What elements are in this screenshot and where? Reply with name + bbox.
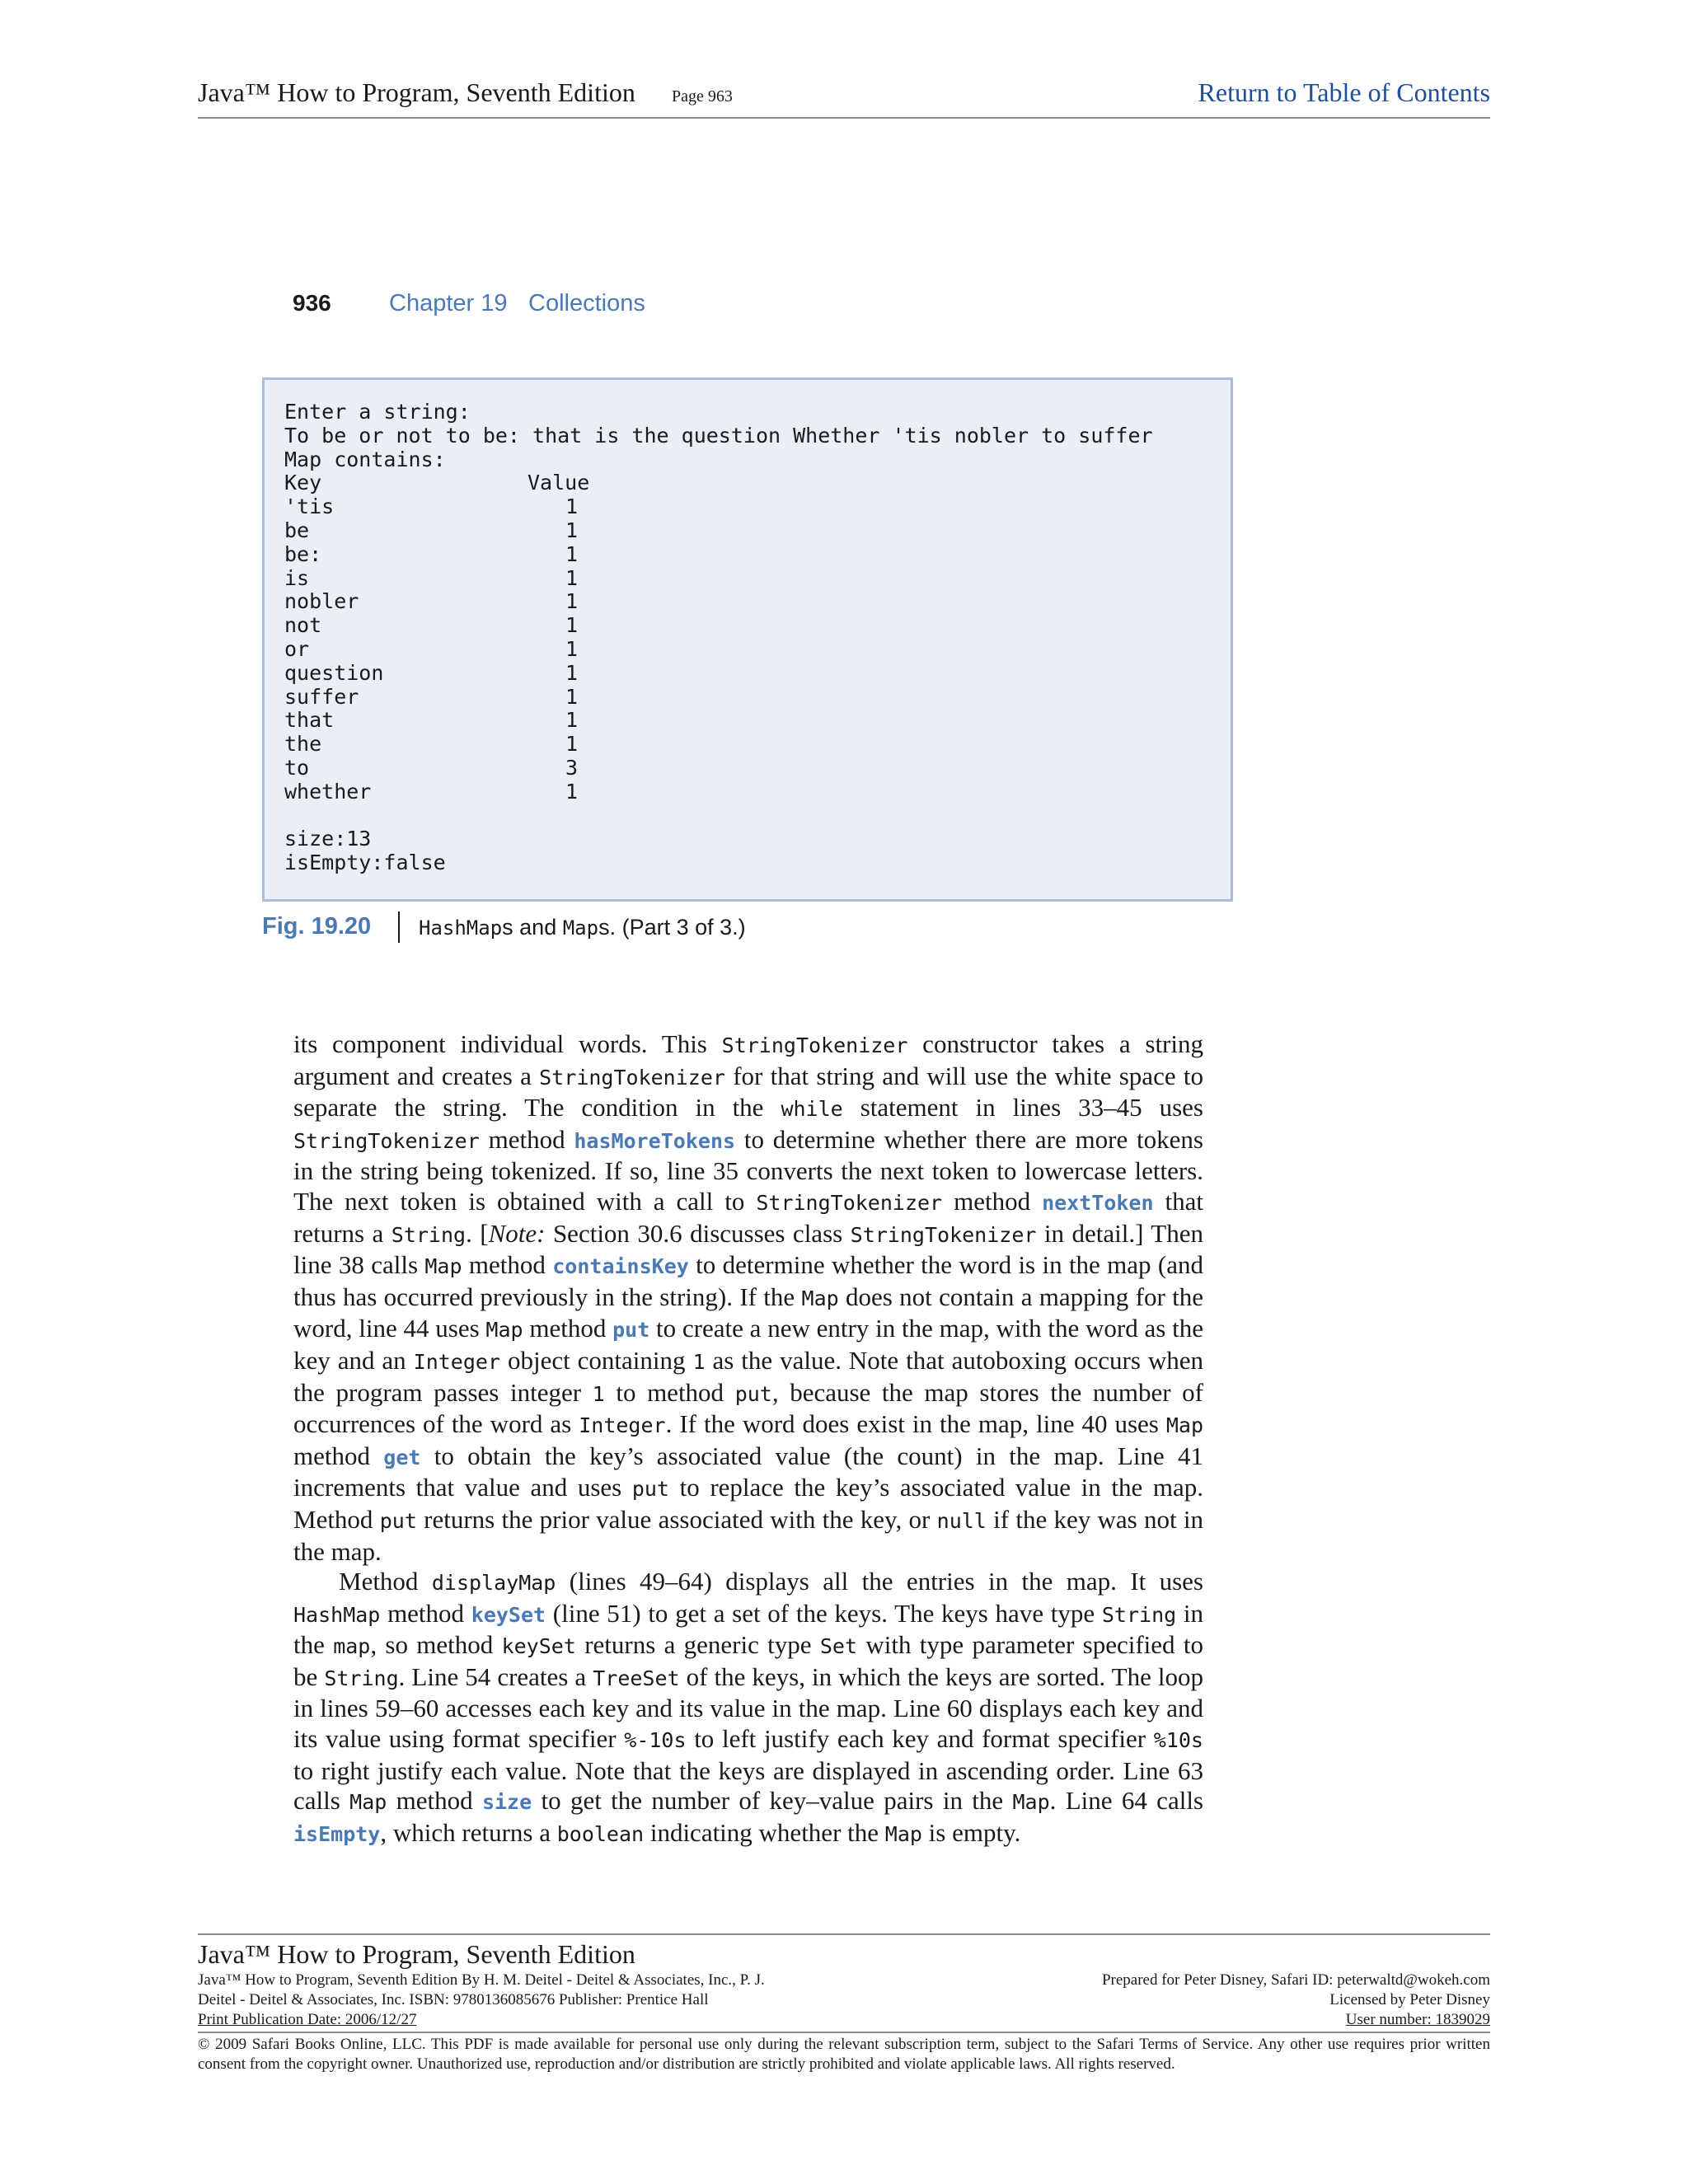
program-output-text <box>284 401 1153 875</box>
output-key: to <box>284 755 310 780</box>
pdf-footer <box>198 1933 1490 2074</box>
output-key: be <box>284 518 310 542</box>
footer-left-line: Deitel - Deitel & Associates, Inc. ISBN: 9780136085676 Publisher: Prentice Hall <box>198 1991 709 2008</box>
footer-right-line: Prepared for Peter Disney, Safari ID: peterwaltd@wokeh.com <box>1101 1971 1490 1989</box>
keyword-term: containsKey <box>552 1254 689 1279</box>
output-key: 'tis <box>284 494 335 519</box>
text-run: to get the number of key–value pairs in the <box>532 1786 1013 1816</box>
text-run: to method <box>604 1377 735 1407</box>
text-run: its component individual words. This <box>293 1029 722 1058</box>
inline-code: boolean <box>556 1821 645 1846</box>
output-value: 3 <box>565 755 579 780</box>
output-key: is <box>284 565 310 590</box>
figure-number: Fig. 19.20 <box>262 913 372 940</box>
output-key: nobler <box>284 589 359 614</box>
footer-left-line: Print Publication Date: 2006/12/27 <box>198 2011 417 2028</box>
inline-code: Integer <box>413 1349 500 1374</box>
output-table-row <box>284 780 1153 804</box>
text-run: to determine whether there are more tokens in the string being tokenized. If so, line 35 converts the next token to lowercase letters. The next token is obtained with a call to <box>293 1124 1203 1216</box>
inline-code: Map <box>884 1821 922 1846</box>
text-run: to obtain the key’s associated value (the count) in the map. Line 41 increments that value and uses <box>293 1441 1203 1502</box>
inline-code: Map <box>485 1318 523 1343</box>
keyword-term: put <box>612 1318 650 1343</box>
output-table-row <box>284 590 1153 614</box>
output-key: be: <box>284 541 322 566</box>
text-run: (line 51) to get a set of the keys. The keys have type <box>546 1598 1102 1628</box>
paragraph-1 <box>293 1029 1203 1567</box>
text-run: to determine whether the word is in the map (and thus has occurred previously in the string). If the <box>293 1250 1203 1311</box>
inline-code: Map <box>801 1286 839 1310</box>
output-value: 1 <box>565 732 579 757</box>
inline-code: Map <box>424 1254 462 1279</box>
output-isempty-line: isEmpty:false <box>284 851 446 875</box>
inline-code: Set <box>819 1634 858 1659</box>
text-run: to replace the key’s associated value in the map. Method <box>293 1473 1203 1534</box>
text-run: that returns a <box>293 1186 1203 1248</box>
inline-code: 1 <box>692 1349 706 1374</box>
caption-text-1: s and <box>502 915 563 940</box>
text-run: object containing <box>500 1345 693 1375</box>
text-run: to right justify each value. Note that the keys are displayed in ascending order. Line 63 calls <box>293 1755 1203 1816</box>
output-table-row <box>284 709 1153 733</box>
text-run: , so method <box>370 1630 502 1660</box>
text-run: indicating whether the <box>644 1817 885 1847</box>
output-rows <box>284 495 1153 804</box>
footer-copyright: © 2009 Safari Books Online, LLC. This PDF is made available for personal use only during the relevant subscription term, subject to the Safari Terms of Service. Any other use requires prior written consent from the copyright owner. Unauthorized use, reproduction and/or distribution are strictly prohibited and violate applicable laws. All rights reserved. <box>198 2032 1490 2074</box>
caption-code-map: Map <box>562 916 599 940</box>
output-key: that <box>284 708 335 733</box>
output-key: whether <box>284 779 372 804</box>
text-run: method <box>942 1186 1043 1216</box>
keyword-term: keySet <box>471 1602 546 1627</box>
inline-code: Map <box>349 1790 387 1815</box>
section-label: Collections <box>528 290 645 316</box>
footer-right-line: Licensed by Peter Disney <box>1329 1991 1490 2008</box>
book-page-number: 936 <box>293 290 331 316</box>
output-value: 1 <box>565 660 579 685</box>
text-run: Method <box>339 1567 432 1596</box>
keyword-term: isEmpty <box>293 1821 381 1846</box>
text-run: (lines 49–64) displays all the entries in the map. It uses <box>556 1567 1203 1596</box>
inline-code: Map <box>1012 1790 1050 1815</box>
output-value: 1 <box>565 708 579 733</box>
output-key: or <box>284 636 310 661</box>
inline-code: String <box>391 1222 467 1247</box>
inline-code: StringTokenizer <box>850 1222 1037 1247</box>
text-run: to left justify each key and format specifier <box>686 1724 1154 1754</box>
inline-code: put <box>631 1477 669 1502</box>
text-run: . If the word does exist in the map, line 40 uses <box>665 1409 1166 1439</box>
paragraph-2 <box>293 1567 1203 1849</box>
inline-code: null <box>936 1508 987 1533</box>
body-text <box>293 1029 1203 1849</box>
inline-code: Integer <box>579 1413 666 1438</box>
footer-right-line: User number: 1839029 <box>1345 2011 1490 2028</box>
output-value: 1 <box>565 518 579 542</box>
output-table-row <box>284 567 1153 591</box>
footer-publication-info <box>198 1971 765 2030</box>
text-run: method <box>523 1314 613 1343</box>
output-table-row <box>284 686 1153 710</box>
output-map-heading: Map contains: <box>284 447 446 471</box>
output-prompt-line: Enter a string: <box>284 400 471 424</box>
value-column-header: Value <box>528 471 590 495</box>
chapter-label: Chapter 19 <box>389 290 508 316</box>
output-value: 1 <box>565 565 579 590</box>
output-blank-line <box>284 804 1153 828</box>
footer-license-info <box>1102 1971 1490 2030</box>
inline-code: put <box>379 1508 417 1533</box>
footer-book-title: Java™ How to Program, Seventh Edition <box>198 1939 635 1969</box>
output-table-row <box>284 519 1153 543</box>
output-table-row <box>284 495 1153 519</box>
text-run: , which returns a <box>380 1817 557 1847</box>
output-value: 1 <box>565 779 579 804</box>
program-output-box <box>262 377 1233 902</box>
output-value: 1 <box>565 684 579 709</box>
text-run: Section 30.6 discusses class <box>545 1218 851 1248</box>
text-run: is empty. <box>921 1817 1021 1847</box>
output-size-line: size:13 <box>284 827 372 851</box>
output-column-headers <box>284 471 1153 495</box>
keyword-term: size <box>481 1790 532 1815</box>
output-key: suffer <box>284 684 359 709</box>
inline-code: StringTokenizer <box>293 1128 480 1153</box>
text-run: in detail.] Then line 38 calls <box>293 1218 1203 1280</box>
text-run: constructor takes a string argument and creates a <box>293 1029 1203 1090</box>
inline-code: keySet <box>501 1634 576 1659</box>
inline-code: while <box>781 1097 843 1122</box>
keyword-term: get <box>383 1445 421 1469</box>
text-run: , because the map stores the number of occurrences of the word as <box>293 1377 1203 1439</box>
inline-code: HashMap <box>293 1602 381 1627</box>
text-run: method <box>387 1786 482 1816</box>
text-run: . Line 54 creates a <box>398 1661 593 1691</box>
keyword-term: hasMoreTokens <box>574 1128 736 1153</box>
output-value: 1 <box>565 541 579 566</box>
keyword-term: nextToken <box>1042 1190 1154 1215</box>
caption-text-2: s. (Part 3 of 3.) <box>598 915 746 940</box>
inline-code: String <box>1101 1602 1177 1627</box>
output-table-row <box>284 614 1153 638</box>
header-book-title: Java™ How to Program, Seventh Edition <box>198 77 635 107</box>
output-table-row <box>284 757 1153 780</box>
text-run: method <box>380 1598 471 1628</box>
inline-code: StringTokenizer <box>756 1190 943 1215</box>
text-run: for that string and will use the white space to separate the string. The condition in the <box>293 1061 1203 1122</box>
header-page-label: Page 963 <box>672 87 733 105</box>
output-table-row <box>284 733 1153 757</box>
caption-divider <box>398 912 400 943</box>
footer-left-line: Java™ How to Program, Seventh Edition By H. M. Deitel - Deitel & Associates, Inc., P. J. <box>198 1971 765 1989</box>
caption-code-hashmap: HashMap <box>419 916 503 940</box>
text-run: method <box>462 1250 553 1280</box>
output-key: not <box>284 613 322 638</box>
output-table-row <box>284 662 1153 686</box>
inline-code: %10s <box>1153 1728 1203 1753</box>
text-run: to create a new entry in the map, with the word as the key and an <box>293 1314 1203 1375</box>
text-run: if the key was not in the map. <box>293 1504 1203 1566</box>
key-column-header: Key <box>284 471 322 495</box>
inline-code: String <box>324 1666 399 1690</box>
output-value: 1 <box>565 494 579 519</box>
inline-code: TreeSet <box>593 1666 680 1690</box>
output-value: 1 <box>565 589 579 614</box>
text-run: statement in lines 33–45 uses <box>842 1093 1203 1122</box>
inline-code: Map <box>1165 1413 1203 1438</box>
output-input-line: To be or not to be: that is the question Whether 'tis nobler to suffer <box>284 423 1153 448</box>
output-value: 1 <box>565 636 579 661</box>
output-key: question <box>284 660 384 685</box>
emphasis-text: Note: <box>488 1218 546 1248</box>
output-table-row <box>284 638 1153 662</box>
inline-code: %-10s <box>624 1728 687 1753</box>
text-run: method <box>479 1124 574 1154</box>
text-run: does not contain a mapping for the word, line 44 uses <box>293 1282 1203 1343</box>
text-run: as the value. Note that autoboxing occurs when the program passes integer <box>293 1345 1204 1407</box>
inline-code: StringTokenizer <box>539 1065 725 1090</box>
inline-code: StringTokenizer <box>721 1033 908 1057</box>
text-run: . Line 64 calls <box>1049 1786 1203 1816</box>
pdf-header <box>198 76 1490 119</box>
output-value: 1 <box>565 613 579 638</box>
text-run: of the keys, in which the keys are sorted. The loop in lines 59–60 accesses each key and its value in the map. Line 60 displays each key and its value using format specifier <box>293 1661 1204 1754</box>
inline-code: put <box>734 1381 772 1406</box>
footer-details <box>198 1971 1490 2030</box>
text-run: . [ <box>466 1218 489 1248</box>
figure-title <box>419 915 746 940</box>
return-to-toc-link[interactable]: Return to Table of Contents <box>1198 77 1490 107</box>
output-key: the <box>284 732 322 757</box>
inline-code: displayMap <box>431 1571 556 1596</box>
text-run: in the <box>293 1598 1203 1660</box>
text-run: returns a generic type <box>575 1630 820 1660</box>
output-table-row <box>284 543 1153 567</box>
text-run: with type parameter specified to be <box>293 1630 1203 1691</box>
text-run: returns the prior value associated with the key, or <box>416 1504 937 1534</box>
text-run: method <box>293 1441 384 1470</box>
inline-code: 1 <box>592 1381 605 1406</box>
inline-code: map <box>333 1634 371 1659</box>
